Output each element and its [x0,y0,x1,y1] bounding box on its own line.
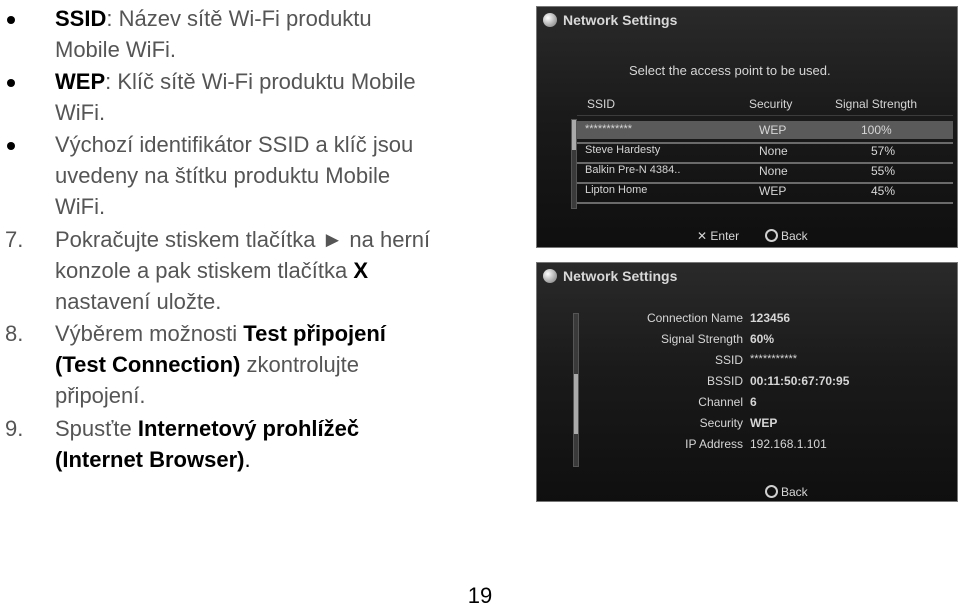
details-scrollbar[interactable] [573,313,579,467]
wep-desc: : Klíč sítě Wi-Fi produktu Mobile [105,69,416,94]
back-label: Back [781,485,808,499]
step-9-number: 9. [5,416,24,441]
row-signal: 100% [861,123,892,137]
step-7-line-3: nastavení uložte. [55,289,222,314]
step-7-line-2 [55,258,368,284]
step-9-text: Spusťte [55,416,138,441]
row-ssid: *********** [585,123,633,135]
back-button[interactable] [765,229,808,243]
ssid-line-1 [55,6,372,32]
ssid-term: SSID [55,6,107,31]
column-ssid: SSID [587,97,616,111]
row-security: None [759,164,788,178]
header-separator [577,115,953,116]
default-line-1: Výchozí identifikátor SSID a klíč jsou [55,132,414,157]
value-bssid: 00:11:50:67:70:95 [750,374,850,388]
step-7-line-1: Pokračujte stiskem tlačítka ► na herní [55,227,431,252]
back-button[interactable] [765,485,808,499]
internet-browser-term: Internetový prohlížeč [137,416,360,441]
ssid-line-2: Mobile WiFi. [55,37,177,62]
row-security: WEP [759,123,787,137]
step-8-line-2 [55,352,359,378]
label-ssid: SSID [714,353,743,367]
label-channel: Channel [698,395,743,409]
label-security: Security [699,416,743,430]
label-bssid: BSSID [706,374,743,388]
value-connection-name: 123456 [750,311,791,325]
column-signal-strength: Signal Strength [835,97,918,111]
circle-button-icon [765,229,778,242]
x-button-term: X [353,258,369,283]
period: . [244,447,251,472]
screen-title: Network Settings [563,12,678,28]
test-connection-en: (Test Connection) [55,352,241,377]
step-7-text: konzole a pak stiskem tlačítka [55,258,354,283]
row-signal: 57% [871,144,896,158]
network-globe-icon [543,13,557,27]
value-security: WEP [750,416,778,430]
step-8-line-3: připojení. [55,383,146,408]
ssid-desc: : Název sítě Wi-Fi produktu [106,6,372,31]
wep-line-2: WiFi. [55,100,106,125]
step-9-line-1 [55,416,359,442]
row-signal: 45% [871,184,896,198]
enter-button[interactable]: ✕ Enter [697,229,740,243]
row-security: WEP [759,184,787,198]
step-8-line-1 [55,321,386,347]
screen-header [543,11,677,29]
test-connection-term: Test připojení [243,321,386,346]
page-number: 19 [467,583,493,608]
bullet [7,142,15,150]
step-8-number: 8. [5,321,24,346]
network-settings-select-screenshot [536,6,958,248]
bullet [7,16,15,24]
back-label: Back [781,229,808,243]
internet-browser-en: (Internet Browser) [55,447,245,472]
row-ssid: Lipton Home [585,184,648,196]
network-globe-icon [543,269,557,283]
row-signal: 55% [871,164,896,178]
circle-button-icon [765,485,778,498]
network-settings-details-screenshot [536,262,958,502]
wep-term: WEP [55,69,106,94]
row-ssid: Steve Hardesty [585,144,661,156]
select-prompt: Select the access point to be used. [629,63,831,78]
value-signal-strength: 60% [750,332,775,346]
value-ssid: *********** [750,353,798,365]
label-connection-name: Connection Name [646,311,743,325]
label-ip-address: IP Address [685,437,743,451]
row-divider [577,202,953,204]
bullet [7,79,15,87]
value-channel: 6 [750,395,757,409]
row-ssid: Balkin Pre-N 4384.. [585,164,681,176]
step-9-line-2 [55,447,251,473]
default-line-2: uvedeny na štítku produktu Mobile [55,163,391,188]
screen-header [543,267,677,285]
screen-title: Network Settings [563,268,678,284]
column-security: Security [749,97,793,111]
step-7-number: 7. [5,227,24,252]
value-ip-address: 192.168.1.101 [750,437,827,451]
wep-line-1 [55,69,416,95]
step-8-text-2: zkontrolujte [240,352,359,377]
row-security: None [759,144,788,158]
label-signal-strength: Signal Strength [660,332,743,346]
step-8-text: Výběrem možnosti [55,321,244,346]
default-line-3: WiFi. [55,194,106,219]
